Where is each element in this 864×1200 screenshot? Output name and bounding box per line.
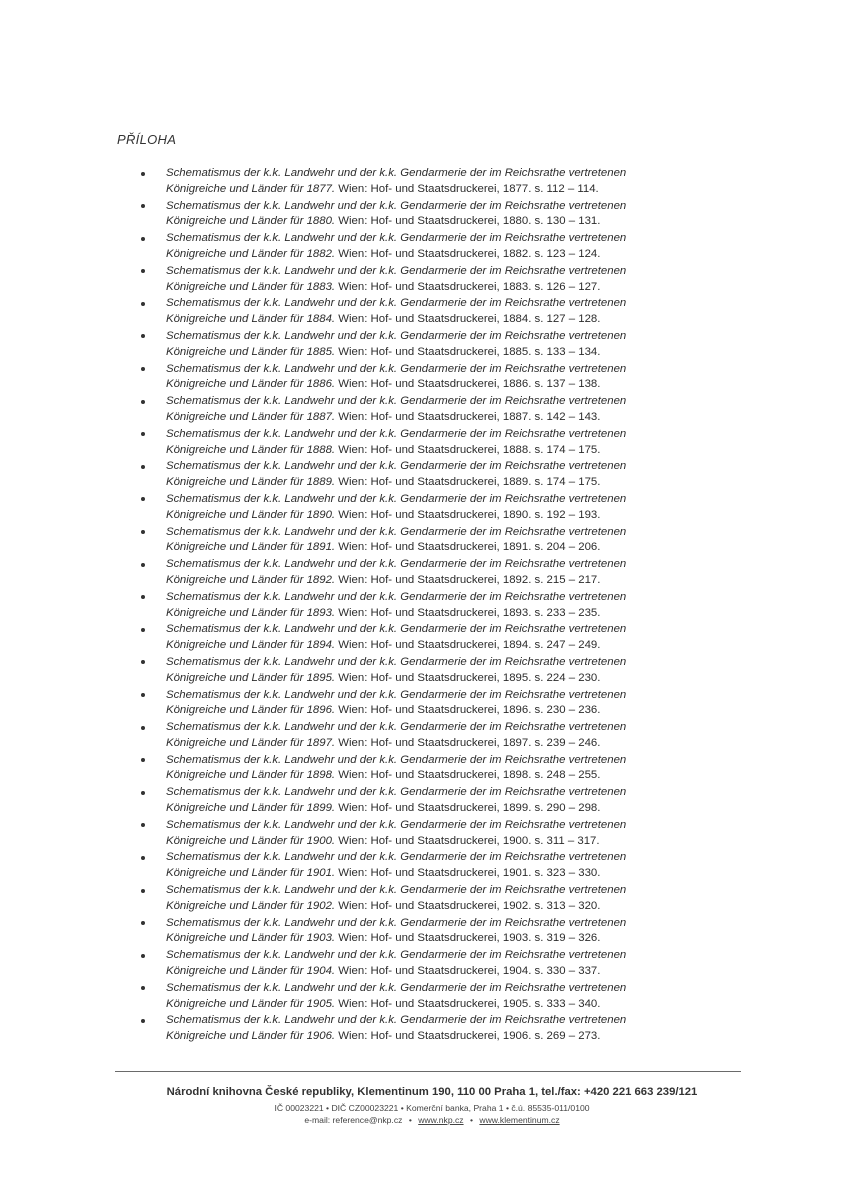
reference-detail bbox=[166, 280, 751, 296]
bullet-icon bbox=[141, 660, 145, 664]
reference-detail bbox=[166, 410, 751, 426]
bullet-icon bbox=[141, 563, 145, 567]
reference-series-title: Schematismus der k.k. Landwehr und der k.k. Gendarmerie der im Reichsrathe vertretenen bbox=[166, 460, 627, 473]
reference-volume-title: Königreiche und Länder für 1893. bbox=[166, 606, 336, 619]
bullet-icon bbox=[141, 237, 145, 241]
reference-detail bbox=[166, 573, 751, 589]
bullet-icon bbox=[141, 693, 145, 697]
reference-publication: Wien: Hof- und Staatsdruckerei, 1899. s. 290 – 298. bbox=[338, 802, 601, 815]
reference-publication: Wien: Hof- und Staatsdruckerei, 1880. s. 130 – 131. bbox=[338, 215, 601, 228]
reference-volume-title: Königreiche und Länder für 1899. bbox=[166, 802, 336, 815]
reference-series-title: Schematismus der k.k. Landwehr und der k.k. Gendarmerie der im Reichsrathe vertretenen bbox=[166, 949, 627, 962]
bullet-icon bbox=[141, 302, 145, 306]
reference-item bbox=[141, 296, 751, 329]
bullet-icon bbox=[141, 628, 145, 632]
reference-publication: Wien: Hof- und Staatsdruckerei, 1889. s. 174 – 175. bbox=[338, 476, 601, 489]
reference-publication: Wien: Hof- und Staatsdruckerei, 1886. s. 137 – 138. bbox=[338, 378, 601, 391]
bullet-icon bbox=[141, 269, 145, 273]
reference-series-title: Schematismus der k.k. Landwehr und der k.k. Gendarmerie der im Reichsrathe vertretenen bbox=[166, 655, 627, 668]
bullet-icon bbox=[141, 954, 145, 958]
reference-volume-title: Königreiche und Länder für 1892. bbox=[166, 573, 336, 586]
bullet-icon bbox=[141, 204, 145, 208]
reference-volume-title: Königreiche und Länder für 1890. bbox=[166, 508, 336, 521]
reference-detail bbox=[166, 866, 751, 882]
reference-item bbox=[141, 394, 751, 427]
reference-volume-title: Königreiche und Länder für 1886. bbox=[166, 378, 336, 391]
reference-detail bbox=[166, 540, 751, 556]
reference-volume-title: Königreiche und Länder für 1883. bbox=[166, 280, 336, 293]
reference-publication: Wien: Hof- und Staatsdruckerei, 1893. s. 233 – 235. bbox=[338, 606, 601, 619]
footer-registration: IČ 00023221 • DIČ CZ00023221 • Komerční banka, Praha 1 • č.ú. 85535-011/0100 bbox=[274, 1103, 590, 1113]
reference-volume-title: Königreiche und Länder für 1898. bbox=[166, 769, 336, 782]
reference-volume-title: Königreiche und Länder für 1888. bbox=[166, 443, 336, 456]
reference-volume-title: Königreiche und Länder für 1880. bbox=[166, 215, 336, 228]
reference-item bbox=[141, 590, 751, 623]
reference-detail bbox=[166, 377, 751, 393]
reference-item bbox=[141, 199, 751, 232]
bullet-icon bbox=[141, 334, 145, 338]
reference-detail bbox=[166, 768, 751, 784]
reference-series-title: Schematismus der k.k. Landwehr und der k.k. Gendarmerie der im Reichsrathe vertretenen bbox=[166, 884, 627, 897]
bullet-icon bbox=[141, 986, 145, 990]
reference-volume-title: Königreiche und Länder für 1903. bbox=[166, 932, 336, 945]
reference-series-title: Schematismus der k.k. Landwehr und der k.k. Gendarmerie der im Reichsrathe vertretenen bbox=[166, 1014, 627, 1027]
reference-item bbox=[141, 166, 751, 199]
reference-volume-title: Königreiche und Länder für 1895. bbox=[166, 671, 336, 684]
reference-publication: Wien: Hof- und Staatsdruckerei, 1877. s. 112 – 114. bbox=[338, 182, 599, 195]
reference-item bbox=[141, 427, 751, 460]
reference-publication: Wien: Hof- und Staatsdruckerei, 1898. s. 248 – 255. bbox=[338, 769, 601, 782]
reference-publication: Wien: Hof- und Staatsdruckerei, 1890. s. 192 – 193. bbox=[338, 508, 601, 521]
reference-series-title: Schematismus der k.k. Landwehr und der k.k. Gendarmerie der im Reichsrathe vertretenen bbox=[166, 525, 627, 538]
reference-detail bbox=[166, 443, 751, 459]
reference-volume-title: Königreiche und Länder für 1901. bbox=[166, 867, 336, 880]
reference-volume-title: Königreiche und Länder für 1906. bbox=[166, 1030, 336, 1043]
reference-item bbox=[141, 785, 751, 818]
reference-series-title: Schematismus der k.k. Landwehr und der k.k. Gendarmerie der im Reichsrathe vertretenen bbox=[166, 167, 627, 179]
reference-detail bbox=[166, 834, 751, 850]
bullet-icon bbox=[141, 1019, 145, 1023]
bullet-icon bbox=[141, 465, 145, 469]
reference-detail bbox=[166, 736, 751, 752]
footer-separator: • bbox=[469, 1115, 473, 1125]
bullet-icon bbox=[141, 367, 145, 371]
appendix-heading: PŘÍLOHA bbox=[117, 132, 177, 147]
reference-volume-title: Königreiche und Länder für 1897. bbox=[166, 736, 336, 749]
reference-volume-title: Königreiche und Länder für 1896. bbox=[166, 704, 336, 717]
footer-address: Národní knihovna České republiky, Klementinum 190, 110 00 Praha 1, tel./fax: +420 221 663 239/121 bbox=[166, 1086, 698, 1098]
reference-item bbox=[141, 459, 751, 492]
reference-volume-title: Königreiche und Länder für 1891. bbox=[166, 541, 336, 554]
reference-volume-title: Königreiche und Länder für 1904. bbox=[166, 965, 336, 978]
reference-series-title: Schematismus der k.k. Landwehr und der k.k. Gendarmerie der im Reichsrathe vertretenen bbox=[166, 688, 627, 701]
reference-publication: Wien: Hof- und Staatsdruckerei, 1885. s. 133 – 134. bbox=[338, 345, 601, 358]
footer-separator: • bbox=[408, 1115, 412, 1125]
bullet-icon bbox=[141, 726, 145, 730]
reference-item bbox=[141, 264, 751, 297]
reference-volume-title: Königreiche und Länder für 1887. bbox=[166, 410, 336, 423]
bullet-icon bbox=[141, 595, 145, 599]
reference-item bbox=[141, 948, 751, 981]
reference-item bbox=[141, 655, 751, 688]
reference-series-title: Schematismus der k.k. Landwehr und der k.k. Gendarmerie der im Reichsrathe vertretenen bbox=[166, 395, 627, 408]
reference-detail bbox=[166, 964, 751, 980]
reference-item bbox=[141, 688, 751, 721]
reference-item bbox=[141, 883, 751, 916]
reference-detail bbox=[166, 182, 751, 198]
reference-volume-title: Königreiche und Länder für 1889. bbox=[166, 476, 336, 489]
reference-series-title: Schematismus der k.k. Landwehr und der k.k. Gendarmerie der im Reichsrathe vertretenen bbox=[166, 297, 627, 310]
reference-detail bbox=[166, 606, 751, 622]
reference-detail bbox=[166, 345, 751, 361]
reference-volume-title: Königreiche und Länder für 1877. bbox=[166, 182, 336, 195]
reference-volume-title: Königreiche und Länder für 1894. bbox=[166, 639, 336, 652]
reference-item bbox=[141, 622, 751, 655]
reference-publication: Wien: Hof- und Staatsdruckerei, 1900. s. 311 – 317. bbox=[338, 834, 600, 847]
reference-series-title: Schematismus der k.k. Landwehr und der k.k. Gendarmerie der im Reichsrathe vertretenen bbox=[166, 329, 627, 342]
reference-publication: Wien: Hof- und Staatsdruckerei, 1882. s. 123 – 124. bbox=[338, 247, 601, 260]
reference-publication: Wien: Hof- und Staatsdruckerei, 1896. s. 230 – 236. bbox=[338, 704, 601, 717]
reference-item bbox=[141, 492, 751, 525]
reference-item bbox=[141, 720, 751, 753]
reference-item bbox=[141, 329, 751, 362]
reference-item bbox=[141, 362, 751, 395]
reference-publication: Wien: Hof- und Staatsdruckerei, 1897. s. 239 – 246. bbox=[338, 736, 601, 749]
bullet-icon bbox=[141, 791, 145, 795]
reference-publication: Wien: Hof- und Staatsdruckerei, 1905. s. 333 – 340. bbox=[338, 997, 601, 1010]
reference-volume-title: Königreiche und Länder für 1905. bbox=[166, 997, 336, 1010]
reference-volume-title: Königreiche und Länder für 1884. bbox=[166, 313, 336, 326]
bullet-icon bbox=[141, 497, 145, 501]
reference-series-title: Schematismus der k.k. Landwehr und der k.k. Gendarmerie der im Reichsrathe vertretenen bbox=[166, 623, 627, 636]
reference-series-title: Schematismus der k.k. Landwehr und der k.k. Gendarmerie der im Reichsrathe vertretenen bbox=[166, 818, 627, 831]
reference-detail bbox=[166, 671, 751, 687]
reference-list bbox=[141, 166, 751, 1046]
reference-item bbox=[141, 753, 751, 786]
reference-item bbox=[141, 1013, 751, 1046]
reference-series-title: Schematismus der k.k. Landwehr und der k.k. Gendarmerie der im Reichsrathe vertretenen bbox=[166, 851, 627, 864]
reference-detail bbox=[166, 638, 751, 654]
reference-publication: Wien: Hof- und Staatsdruckerei, 1892. s. 215 – 217. bbox=[338, 573, 601, 586]
reference-publication: Wien: Hof- und Staatsdruckerei, 1904. s. 330 – 337. bbox=[338, 965, 601, 978]
reference-detail bbox=[166, 1029, 751, 1045]
reference-detail bbox=[166, 931, 751, 947]
reference-detail bbox=[166, 475, 751, 491]
reference-item bbox=[141, 557, 751, 590]
reference-publication: Wien: Hof- und Staatsdruckerei, 1891. s. 204 – 206. bbox=[338, 541, 601, 554]
reference-series-title: Schematismus der k.k. Landwehr und der k.k. Gendarmerie der im Reichsrathe vertretenen bbox=[166, 362, 627, 375]
klementinum-link[interactable]: www.klementinum.cz bbox=[479, 1115, 560, 1125]
reference-publication: Wien: Hof- und Staatsdruckerei, 1895. s. 224 – 230. bbox=[338, 671, 601, 684]
reference-detail bbox=[166, 997, 751, 1013]
bullet-icon bbox=[141, 172, 145, 176]
reference-publication: Wien: Hof- und Staatsdruckerei, 1903. s. 319 – 326. bbox=[338, 932, 601, 945]
bullet-icon bbox=[141, 921, 145, 925]
bullet-icon bbox=[141, 758, 145, 762]
bullet-icon bbox=[141, 889, 145, 893]
bullet-icon bbox=[141, 400, 145, 404]
reference-item bbox=[141, 916, 751, 949]
reference-publication: Wien: Hof- und Staatsdruckerei, 1883. s. 126 – 127. bbox=[338, 280, 601, 293]
reference-item bbox=[141, 981, 751, 1014]
reference-detail bbox=[166, 508, 751, 524]
reference-publication: Wien: Hof- und Staatsdruckerei, 1906. s. 269 – 273. bbox=[338, 1030, 601, 1043]
reference-series-title: Schematismus der k.k. Landwehr und der k.k. Gendarmerie der im Reichsrathe vertretenen bbox=[166, 264, 627, 277]
reference-publication: Wien: Hof- und Staatsdruckerei, 1887. s. 142 – 143. bbox=[338, 410, 601, 423]
reference-detail bbox=[166, 312, 751, 328]
reference-series-title: Schematismus der k.k. Landwehr und der k.k. Gendarmerie der im Reichsrathe vertretenen bbox=[166, 721, 627, 734]
reference-series-title: Schematismus der k.k. Landwehr und der k.k. Gendarmerie der im Reichsrathe vertretenen bbox=[166, 590, 627, 603]
reference-item bbox=[141, 231, 751, 264]
footer-divider bbox=[115, 1071, 741, 1072]
bullet-icon bbox=[141, 856, 145, 860]
reference-series-title: Schematismus der k.k. Landwehr und der k.k. Gendarmerie der im Reichsrathe vertretenen bbox=[166, 427, 627, 440]
bullet-icon bbox=[141, 823, 145, 827]
reference-series-title: Schematismus der k.k. Landwehr und der k.k. Gendarmerie der im Reichsrathe vertretenen bbox=[166, 492, 627, 505]
reference-series-title: Schematismus der k.k. Landwehr und der k.k. Gendarmerie der im Reichsrathe vertretenen bbox=[166, 753, 627, 766]
reference-publication: Wien: Hof- und Staatsdruckerei, 1888. s. 174 – 175. bbox=[338, 443, 601, 456]
reference-publication: Wien: Hof- und Staatsdruckerei, 1884. s. 127 – 128. bbox=[338, 313, 601, 326]
footer-email: e-mail: reference@nkp.cz bbox=[304, 1115, 403, 1125]
reference-series-title: Schematismus der k.k. Landwehr und der k.k. Gendarmerie der im Reichsrathe vertretenen bbox=[166, 786, 627, 799]
reference-detail bbox=[166, 247, 751, 263]
bullet-icon bbox=[141, 432, 145, 436]
reference-item bbox=[141, 850, 751, 883]
reference-series-title: Schematismus der k.k. Landwehr und der k.k. Gendarmerie der im Reichsrathe vertretenen bbox=[166, 558, 627, 571]
reference-detail bbox=[166, 703, 751, 719]
reference-detail bbox=[166, 214, 751, 230]
footer-contacts bbox=[0, 1115, 864, 1125]
reference-item bbox=[141, 525, 751, 558]
reference-item bbox=[141, 818, 751, 851]
reference-publication: Wien: Hof- und Staatsdruckerei, 1902. s. 313 – 320. bbox=[338, 899, 601, 912]
reference-publication: Wien: Hof- und Staatsdruckerei, 1894. s. 247 – 249. bbox=[338, 639, 601, 652]
reference-volume-title: Königreiche und Länder für 1900. bbox=[166, 834, 336, 847]
nkp-link[interactable]: www.nkp.cz bbox=[418, 1115, 464, 1125]
reference-volume-title: Königreiche und Länder für 1885. bbox=[166, 345, 336, 358]
reference-volume-title: Königreiche und Länder für 1882. bbox=[166, 247, 336, 260]
reference-series-title: Schematismus der k.k. Landwehr und der k.k. Gendarmerie der im Reichsrathe vertretenen bbox=[166, 981, 627, 994]
bullet-icon bbox=[141, 530, 145, 534]
reference-detail bbox=[166, 801, 751, 817]
reference-publication: Wien: Hof- und Staatsdruckerei, 1901. s. 323 – 330. bbox=[338, 867, 601, 880]
reference-volume-title: Königreiche und Länder für 1902. bbox=[166, 899, 336, 912]
reference-series-title: Schematismus der k.k. Landwehr und der k.k. Gendarmerie der im Reichsrathe vertretenen bbox=[166, 199, 627, 212]
reference-series-title: Schematismus der k.k. Landwehr und der k.k. Gendarmerie der im Reichsrathe vertretenen bbox=[166, 232, 627, 245]
reference-series-title: Schematismus der k.k. Landwehr und der k.k. Gendarmerie der im Reichsrathe vertretenen bbox=[166, 916, 627, 929]
reference-detail bbox=[166, 899, 751, 915]
